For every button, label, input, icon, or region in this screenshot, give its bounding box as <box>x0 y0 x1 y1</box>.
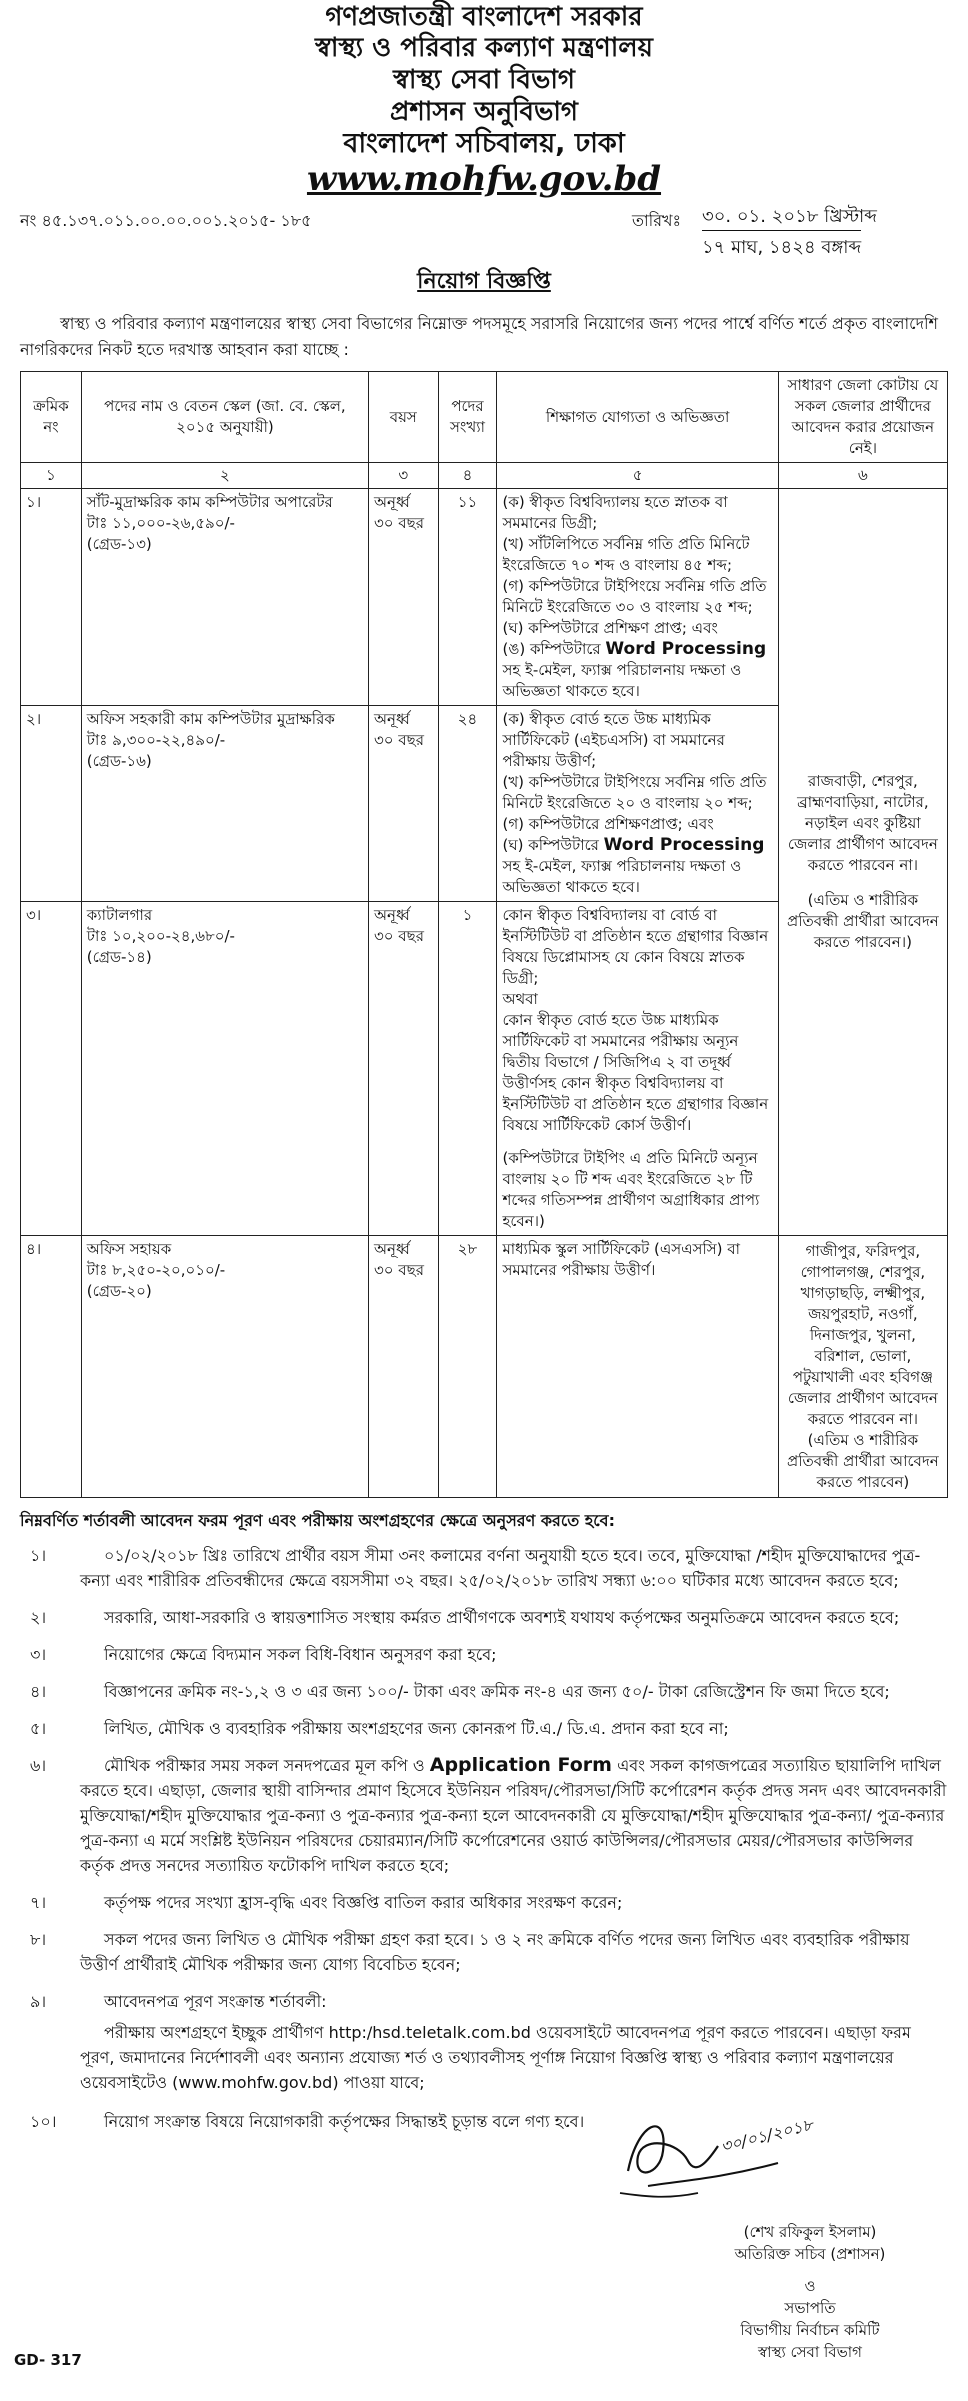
condition-text: বিজ্ঞাপনের ক্রমিক নং-১,২ ও ৩ এর জন্য ১০০/- টাকা এবং ক্রমিক নং-৪ এর জন্য ৫০/- টাকা রেজিস্ট্রেশন ফি জমা দিতে হবে; <box>104 1682 890 1701</box>
qualification-text: (ঙ) কম্পিউটারে <box>502 640 601 658</box>
row-post <box>81 706 368 902</box>
condition-number: ৫। <box>30 1719 47 1738</box>
row-post <box>81 1236 368 1498</box>
header-serial: ক্রমিক নং <box>21 372 82 463</box>
row-age: অনূর্ধ্ব ৩০ বছর <box>369 489 438 706</box>
gov-title: গণপ্রজাতন্ত্রী বাংলাদেশ সরকার <box>325 2 643 32</box>
row-post <box>81 489 368 706</box>
signatory <box>670 2221 950 2363</box>
row-serial: ৩। <box>21 902 82 1236</box>
intro-paragraph: স্বাস্থ্য ও পরিবার কল্যাণ মন্ত্রণালয়ের স্বাস্থ্য সেবা বিভাগের নিম্নোক্ত পদসমূহে সরাসরি নিয়োগের জন্য পদের পার্শ্বে বর্ণিত শর্তে প্রকৃত বাংলাদেশি নাগরিকদের নিকট হতে দরখাস্ত আহবান করা যাচ্ছে : <box>20 314 939 359</box>
wing-title: প্রশাসন অনুবিভাগ <box>390 97 578 127</box>
letterhead <box>20 2 948 198</box>
signatory-division: স্বাস্থ্য সেবা বিভাগ <box>758 2343 862 2361</box>
application-instructions: পরীক্ষায় অংশগ্রহণে ইচ্ছুক প্রার্থীগণ http:/hsd.teletalk.com.bd ওয়েবসাইটে আবেদনপত্র পূরণ করতে পারবেন। এছাড়া ফরম পূরণ, জমাদানের নির্দেশাবলী এবং অন্যান্য প্রযোজ্য শর্ত ও তথ্যাবলীসহ পূর্ণাঙ্গ নিয়োগ বিজ্ঞপ্তি স্বাস্থ্য ও পরিবার কল্যাণ মন্ত্রণালয়ের ওয়েবসাইটেও (www.mohfw.gov.bd) পাওয়া যাবে; <box>80 2023 911 2092</box>
qualification-item <box>502 639 772 702</box>
post-name: অফিস সহকারী কাম কম্পিউটার মুদ্রাক্ষরিক <box>86 710 335 728</box>
website-link[interactable]: www.mohfw.gov.bd <box>306 159 662 199</box>
condition-item <box>20 1989 948 2014</box>
signature-block <box>20 2101 948 2401</box>
qualification-text: সহ ই-মেইল, ফ্যাক্স পরিচালনায় দক্ষতা ও অভিজ্ঞতা থাকতে হবে। <box>502 661 742 700</box>
condition-number: ১০। <box>30 2112 57 2131</box>
condition-number: ৯। <box>30 1992 47 2011</box>
condition-text: সরকারি, আধা-সরকারি ও স্বায়ত্তশাসিত সংস্থায় কর্মরত প্রার্থীগণকে অবশ্যই যথাযথ কর্তৃপক্ষের অনুমতিক্রমে আবেদন করতে হবে; <box>104 1608 900 1627</box>
table-row <box>21 1236 948 1498</box>
condition-number: ৪। <box>30 1682 47 1701</box>
post-name: সাঁট-মুদ্রাক্ষরিক কাম কম্পিউটার অপারেটর <box>86 493 333 511</box>
condition-item <box>20 1927 948 1977</box>
quota-cell-1 <box>778 489 947 1236</box>
qualification-text: সহ ই-মেইল, ফ্যাক্স পরিচালনায় দক্ষতা ও অভিজ্ঞতা থাকতে হবে। <box>502 857 742 896</box>
header-count: পদের সংখ্যা <box>438 372 497 463</box>
row-count: ২৮ <box>438 1236 497 1498</box>
condition-text: লিখিত, মৌখিক ও ব্যবহারিক পরীক্ষায় অংশগ্রহণের জন্য কোনরূপ টি.এ./ ডি.এ. প্রদান করা হবে না; <box>104 1719 729 1738</box>
row-qualification <box>497 706 778 902</box>
signatory-committee: বিভাগীয় নির্বাচন কমিটি <box>740 2321 880 2339</box>
signatory-name: (শেখ রফিকুল ইসলাম) <box>743 2223 877 2241</box>
footer-code: GD- 317 <box>14 2351 82 2369</box>
notice-title: নিয়োগ বিজ্ঞপ্তি <box>417 269 551 294</box>
condition-text: ০১/০২/২০১৮ খ্রিঃ তারিখে প্রার্থীর বয়স সীমা ৩নং কলামের বর্ণনা অনুযায়ী হতে হবে। তবে, মুক্তিযোদ্ধা /শহীদ মুক্তিযোদ্ধাদের পুত্র-কন্যা এবং শারীরিক প্রতিবন্ধীদের ক্ষেত্রে বয়সসীমা ৩২ বছর। ২৫/০২/২০১৮ তারিখ সন্ধ্যা ৬:০০ ঘটিকার মধ্যে আবেদন করতে হবে; <box>80 1546 921 1590</box>
qualification-item <box>502 835 772 898</box>
condition-number: ৬। <box>30 1756 47 1775</box>
reference-row <box>20 202 948 260</box>
condition-text-part: মৌখিক পরীক্ষার সময় সকল সনদপত্রের মূল কপি ও <box>104 1756 425 1775</box>
table-header-row <box>21 372 948 463</box>
row-count: ১ <box>438 902 497 1236</box>
condition-item <box>20 1890 948 1915</box>
condition-text: কর্তৃপক্ষ পদের সংখ্যা হ্রাস-বৃদ্ধি এবং বিজ্ঞপ্তি বাতিল করার অধিকার সংরক্ষণ করেন; <box>104 1893 623 1912</box>
signatory-designation: অতিরিক্ত সচিব (প্রশাসন) <box>734 2245 886 2263</box>
post-name: অফিস সহায়ক <box>86 1240 172 1258</box>
row-qualification <box>497 902 778 1236</box>
pay-scale: টাঃ ৮,২৫০-২০,০১০/- <box>86 1261 226 1279</box>
col-number: ৩ <box>369 463 438 489</box>
condition-text: নিয়োগের ক্ষেত্রে বিদ্যমান সকল বিধি-বিধান অনুসরণ করা হবে; <box>104 1645 497 1664</box>
qualification-item: মাধ্যমিক স্কুল সার্টিফিকেট (এসএসসি) বা সমমানের পরীক্ষায় উত্তীর্ণ। <box>502 1240 740 1279</box>
row-count: ১১ <box>438 489 497 706</box>
memo-number: নং ৪৫.১৩৭.০১১.০০.০০.০০১.২০১৫- ১৮৫ <box>20 211 312 230</box>
table-row <box>21 489 948 706</box>
row-age: অনূর্ধ্ব ৩০ বছর <box>369 706 438 902</box>
row-count: ২৪ <box>438 706 497 902</box>
condition-text: আবেদনপত্র পূরণ সংক্রান্ত শর্তাবলী: <box>104 1992 327 2011</box>
condition-item <box>20 1716 948 1741</box>
qualification-item: (ক) স্বীকৃত বিশ্ববিদ্যালয় হতে স্নাতক বা সমমানের ডিগ্রী; <box>502 493 728 532</box>
post-name: ক্যাটালগার <box>86 906 153 924</box>
condition-number: ২। <box>30 1608 47 1627</box>
condition-item <box>20 1679 948 1704</box>
condition-number: ৭। <box>30 1893 47 1912</box>
signatory-role: সভাপতি <box>784 2299 836 2317</box>
quota-note: (এতিম ও শারীরিক প্রতিবন্ধী প্রার্থীরা আবেদন করতে পারবেন) <box>787 1430 939 1491</box>
qualification-item: কোন স্বীকৃত বিশ্ববিদ্যালয় বা বোর্ড বা ইনস্টিটিউট বা প্রতিষ্ঠান হতে গ্রন্থাগার বিজ্ঞান বিষয়ে ডিপ্লোমাসহ যে কোন বিষয়ে স্নাতক ডিগ্রী; <box>502 906 769 987</box>
row-age: অনূর্ধ্ব ৩০ বছর <box>369 1236 438 1498</box>
date-label: তারিখঃ <box>632 211 682 230</box>
division-title: স্বাস্থ্য সেবা বিভাগ <box>393 65 575 95</box>
condition-text: নিয়োগ সংক্রান্ত বিষয়ে নিয়োগকারী কর্তৃপক্ষের সিদ্ধান্তই চূড়ান্ত বলে গণ্য হবে। <box>104 2112 585 2131</box>
qualification-item: (খ) সাঁটলিপিতে সর্বনিম্ন গতি প্রতি মিনিটে ইংরেজিতে ৭০ শব্দ ও বাংলায় ৪৫ শব্দ; <box>502 535 750 574</box>
quota-districts: গাজীপুর, ফরিদপুর, গোপালগঞ্জ, শেরপুর, খাগড়াছড়ি, লক্ষ্মীপুর, জয়পুরহাট, নওগাঁ, দিনাজপুর, খুলনা, বরিশাল, ভোলা, পটুয়াখালী এবং হবিগঞ্জ জেলার প্রার্থীগণ আবেদন করতে পারবেন না। <box>787 1241 938 1428</box>
row-serial: ৪। <box>21 1236 82 1498</box>
pay-grade: (গ্রেড-১৩) <box>86 535 152 553</box>
condition-item <box>20 2109 640 2134</box>
condition-item <box>20 1753 948 1878</box>
word-processing-text: Word Processing <box>605 639 767 659</box>
col-number: ১ <box>21 463 82 489</box>
pay-scale: টাঃ ৯,৩০০-২২,৪৯০/- <box>86 731 226 749</box>
col-number: ২ <box>81 463 368 489</box>
row-serial: ২। <box>21 706 82 902</box>
conditions-heading: নিম্নবর্ণিত শর্তাবলী আবেদন ফরম পূরণ এবং পরীক্ষায় অংশগ্রহণের ক্ষেত্রে অনুসরণ করতে হবে: <box>20 1511 615 1530</box>
pay-grade: (গ্রেড-১৪) <box>86 948 152 966</box>
qualification-item: (ঘ) কম্পিউটারে প্রশিক্ষণ প্রাপ্ত; এবং <box>502 619 718 637</box>
qualification-text: (ঘ) কম্পিউটারে <box>502 836 599 854</box>
quota-cell-2 <box>778 1236 947 1498</box>
qualification-item: (গ) কম্পিউটারে টাইপিংয়ে সর্বনিম্ন গতি প্রতি মিনিটে ইংরেজিতে ৩০ ও বাংলায় ২৫ শব্দ; <box>502 577 767 616</box>
ministry-title: স্বাস্থ্য ও পরিবার কল্যাণ মন্ত্রণালয় <box>315 33 653 63</box>
qualification-item: (খ) কম্পিউটারে টাইপিংয়ে সর্বনিম্ন গতি প্রতি মিনিটে ইংরেজিতে ২০ ও বাংলায় ২০ শব্দ; <box>502 773 767 812</box>
vacancy-table <box>20 371 948 1498</box>
row-serial: ১। <box>21 489 82 706</box>
condition-text: সকল পদের জন্য লিখিত ও মৌখিক পরীক্ষা গ্রহণ করা হবে। ১ ও ২ নং ক্রমিকে বর্ণিত পদের জন্য লিখিত এবং ব্যবহারিক পরীক্ষায় উত্তীর্ণ প্রার্থীরাই মৌখিক পরীক্ষার জন্য যোগ্য বিবেচিত হবেন; <box>80 1930 910 1974</box>
column-number-row <box>21 463 948 489</box>
qualification-item: (কম্পিউটারে টাইপিং এ প্রতি মিনিটে অন্যূন বাংলায় ২০ টি শব্দ এবং ইংরেজিতে ২৮ টি শব্দের গতিসম্পন্ন প্রার্থীগণ অগ্রাধিকার প্রাপ্য হবেন।) <box>502 1149 760 1230</box>
qualification-item: (গ) কম্পিউটারে প্রশিক্ষণপ্রাপ্ত; এবং <box>502 815 714 833</box>
col-number: ৪ <box>438 463 497 489</box>
col-number: ৫ <box>497 463 778 489</box>
row-qualification <box>497 489 778 706</box>
row-qualification <box>497 1236 778 1498</box>
signature-date: ৩০/০১/২০১৮ <box>718 2114 815 2157</box>
signature-image <box>608 2101 788 2211</box>
pay-scale: টাঃ ১০,২০০-২৪,৬৮০/- <box>86 927 235 945</box>
col-number: ৬ <box>778 463 947 489</box>
quota-note: (এতিম ও শারীরিক প্রতিবন্ধী প্রার্থীরা আবেদন করতে পারবেন।) <box>787 891 939 951</box>
date-bangla: ১৭ মাঘ, ১৪২৪ বঙ্গাব্দ <box>702 230 861 264</box>
condition-number: ১। <box>30 1546 47 1565</box>
quota-districts: রাজবাড়ী, শেরপুর, ব্রাহ্মণবাড়িয়া, নাটোর, নড়াইল এবং কুষ্টিয়া জেলার প্রার্থীগণ আবেদন করতে পারবেন না। <box>787 772 938 874</box>
condition-item <box>20 1642 948 1667</box>
location-title: বাংলাদেশ সচিবালয়, ঢাকা <box>343 128 625 159</box>
application-form-text: Application Form <box>429 1754 612 1776</box>
header-quota: সাধারণ জেলা কোটায় যে সকল জেলার প্রার্থীদের আবেদন করার প্রয়োজন নেই। <box>778 372 947 463</box>
date-english: ৩০. ০১. ২০১৮ খ্রিস্টাব্দ <box>702 206 877 227</box>
condition-text <box>80 1753 948 1878</box>
condition-text-part: এবং সকল কাগজপত্রের সত্যায়িত ছায়ালিপি দাখিল করতে হবে। এছাড়া, জেলার স্থায়ী বাসিন্দার প্রমাণ হিসেবে ইউনিয়ন পরিষদ/পৌরসভা/সিটি কর্পোরেশন কর্তৃক প্রদত্ত সনদ এবং আবেদনকারী মুক্তিযোদ্ধা/শহীদ মুক্তিযোদ্ধার পুত্র-কন্যা ও পুত্র-কন্যার পুত্র-কন্যা হলে আবেদনকারী যে মুক্তিযোদ্ধা/শহীদ মুক্তিযোদ্ধার পুত্র-কন্যা/ পুত্র-কন্যার পুত্র-কন্যা এ মর্মে সংশ্লিষ্ট ইউনিয়ন পরিষদের চেয়ারম্যান/সিটি কর্পোরেশনের ওয়ার্ড কাউন্সিলর/পৌরসভার মেয়র/পৌরসভার কাউন্সিলর কর্তৃক প্রদত্ত সনদের সত্যায়িত ফটোকপি দাখিল করতে হবে; <box>80 1756 947 1875</box>
word-processing-text: Word Processing <box>603 835 765 855</box>
header-age: বয়স <box>369 372 438 463</box>
condition-number: ৩। <box>30 1645 47 1664</box>
pay-scale: টাঃ ১১,০০০-২৬,৫৯০/- <box>86 514 235 532</box>
header-post: পদের নাম ও বেতন স্কেল (জা. বে. স্কেল, ২০১৫ অনুযায়ী) <box>81 372 368 463</box>
row-post <box>81 902 368 1236</box>
header-qualification: শিক্ষাগত যোগ্যতা ও অভিজ্ঞতা <box>497 372 778 463</box>
condition-item <box>20 1605 948 1630</box>
pay-grade: (গ্রেড-২০) <box>86 1282 152 1300</box>
signatory-and: ও <box>804 2277 816 2295</box>
qualification-item: (ক) স্বীকৃত বোর্ড হতে উচ্চ মাধ্যমিক সার্টিফিকেট (এইচএসসি) বা সমমানের পরীক্ষায় উত্তীর্ণ; <box>502 710 725 770</box>
pay-grade: (গ্রেড-১৬) <box>86 752 152 770</box>
qualification-item: কোন স্বীকৃত বোর্ড হতে উচ্চ মাধ্যমিক সার্টিফিকেট বা সমমানের পরীক্ষায় অন্যূন দ্বিতীয় বিভাগে / সিজিপিএ ২ বা তদূর্ধ্ব উত্তীর্ণসহ কোন স্বীকৃত বিশ্ববিদ্যালয় বা ইনস্টিটিউট বা প্রতিষ্ঠান হতে গ্রন্থাগার বিজ্ঞান বিষয়ে সার্টিফিকেট কোর্স উত্তীর্ণ। <box>502 1011 769 1134</box>
row-age: অনূর্ধ্ব ৩০ বছর <box>369 902 438 1236</box>
condition-number: ৮। <box>30 1930 47 1949</box>
condition-item <box>20 1543 948 1593</box>
qualification-item: অথবা <box>502 990 538 1008</box>
